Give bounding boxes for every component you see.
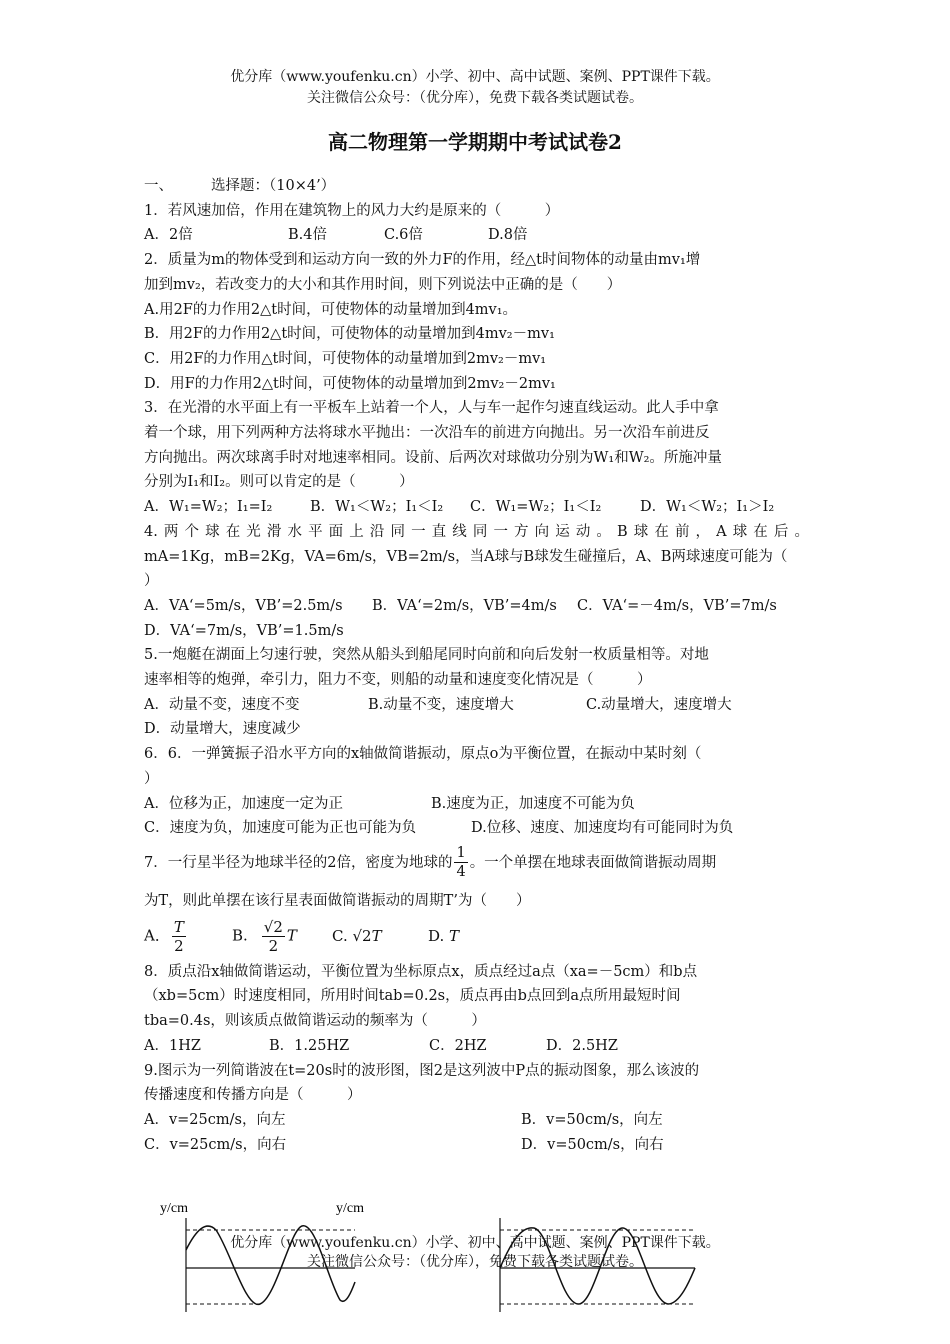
footer-line-2: 关注微信公众号：（优分库），免费下载各类试题试卷。: [307, 1254, 643, 1270]
q4-option-d: D．VA‘=7m/s，VB’=1.5m/s: [144, 622, 344, 639]
q3-options: [144, 495, 809, 520]
q5-line-1: 5.一炮艇在湖面上匀速行驶，突然从船头到船尾同时向前和向后发射一枚质量相等。对地: [144, 647, 709, 664]
q2-option-d: D．用F的力作用2△t时间，可使物体的动量增加到2mv₂－2mv₁: [144, 375, 556, 392]
q7-line-1: [144, 841, 809, 885]
q3-line-3: 方向抛出。两次球离手时对地速率相同。设前、后两次对球做功分别为W₁和W₂。所施冲量: [144, 449, 722, 466]
q3-option-a: A．W₁=W₂；I₁=I₂: [144, 499, 273, 516]
q2-option-b: B．用2F的力作用2△t时间，可使物体的动量增加到4mv₂－mv₁: [144, 326, 555, 343]
q4-option-c: C．VA‘=－4m/s，VB’=7m/s: [577, 597, 777, 614]
q1-option-c: C.6倍: [384, 227, 423, 244]
q9-options-ab: [144, 1108, 809, 1133]
fraction-numerator: 1: [456, 845, 466, 862]
q7-option-d: D. T: [428, 927, 460, 946]
q1-stem: 1．若风速加倍，作用在建筑物上的风力大约是原来的（ ）: [144, 202, 560, 219]
q3-line-4: 分别为I₁和I₂。则可以肯定的是（ ）: [144, 474, 414, 491]
q1-options: [144, 223, 809, 248]
q8-option-c: C．2HZ: [429, 1037, 487, 1054]
q9-option-a: A．v=25cm/s，向左: [144, 1111, 286, 1128]
header-line-2: 关注微信公众号：（优分库），免费下载各类试题试卷。: [307, 90, 643, 106]
q9-option-d: D．v=50cm/s，向右: [521, 1136, 664, 1153]
q3-line-1: 3．在光滑的水平面上有一平板车上站着一个人，人与车一起作匀速直线运动。此人手中拿: [144, 400, 719, 417]
page-title: 高二物理第一学期期中考试试卷2: [328, 130, 622, 154]
fraction-denominator: 4: [456, 864, 466, 881]
q1-option-a: A．2倍: [144, 227, 193, 244]
q3-option-b: B．W₁＜W₂；I₁＜I₂: [310, 499, 444, 516]
q9-line-2: 传播速度和传播方向是（ ）: [144, 1087, 362, 1104]
q4-option-b: B．VA‘=2m/s，VB’=4m/s: [372, 597, 557, 614]
q2-line-2: 加到mv₂，若改变力的大小和其作用时间，则下列说法中正确的是（ ）: [144, 276, 622, 293]
q6-option-b: B.速度为正，加速度不可能为负: [431, 795, 635, 812]
graph2-y-label: y/cm: [336, 1201, 364, 1216]
q7-line-2: 为T，则此单摆在该行星表面做简谐振动的周期T’为（ ）: [144, 892, 531, 909]
q6-option-a: A．位移为正，加速度一定为正: [144, 795, 343, 812]
q6-options-cd: [144, 816, 809, 841]
q6-options-ab: [144, 792, 809, 817]
q2-option-a: A.用2F的力作用2△t时间，可使物体的动量增加到4mv₁。: [144, 301, 518, 318]
q5-option-c: C.动量增大，速度增大: [586, 696, 732, 713]
q9-option-c: C．v=25cm/s，向右: [144, 1136, 287, 1153]
footer-line-1: 优分库（www.youfenku.cn）小学、初中、高中试题、案例、PPT课件下载。: [230, 1235, 720, 1251]
q4-line-2: mA=1Kg，mB=2Kg，VA=6m/s，VB=2m/s，当A球与B球发生碰撞后，A、B两球速度可能为（: [144, 548, 788, 565]
header-line-1: 优分库（www.youfenku.cn）小学、初中、高中试题、案例、PPT课件下载。: [230, 69, 720, 85]
q9-line-1: 9.图示为一列简谐波在t=20s时的波形图，图2是这列波中P点的振动图象，那么该波的: [144, 1062, 700, 1079]
q7-text-post: 。一个单摆在地球表面做简谐振动周期: [469, 854, 717, 871]
q8-line-2: （xb=5cm）时速度相同，所用时间tab=0.2s，质点再由b点回到a点所用最短时间: [144, 988, 681, 1005]
q2-option-c: C．用2F的力作用△t时间，可使物体的动量增加到2mv₂－mv₁: [144, 350, 547, 367]
q6-option-d: D.位移、速度、加速度均有可能同时为负: [471, 820, 734, 837]
q7-fraction: [454, 844, 467, 881]
q7-option-c: C. √2T: [332, 927, 382, 946]
q8-option-a: A．1HZ: [144, 1037, 201, 1054]
q3-option-c: C．W₁=W₂；I₁＜I₂: [470, 499, 602, 516]
q7-option-a: A． $\frac{T}{2}$: [144, 918, 184, 956]
graph1-y-label: y/cm: [160, 1201, 188, 1216]
q5-option-d: D．动量增大，速度减少: [144, 721, 301, 738]
q4-option-a: A．VA‘=5m/s，VB’=2.5m/s: [144, 597, 343, 614]
q4-options: [144, 594, 809, 619]
q5-option-b: B.动量不变，速度增大: [368, 696, 514, 713]
q1-option-b: B.4倍: [288, 227, 327, 244]
section-text: 选择题：（10×4’）: [211, 178, 336, 194]
q1-option-d: D.8倍: [488, 227, 528, 244]
q7-option-b: B. $\frac{√2}{2}$ T: [232, 918, 297, 956]
section-heading: [144, 174, 809, 199]
q5-options: [144, 693, 809, 718]
q3-line-2: 着一个球，用下列两种方法将球水平抛出：一次沿车的前进方向抛出。另一次沿车前进反: [144, 425, 710, 442]
q6-line-2: ）: [144, 770, 159, 787]
q8-line-1: 8．质点沿x轴做简谐运动，平衡位置为坐标原点x，质点经过a点（xa=－5cm）和b点: [144, 963, 698, 980]
q6-line-1: 6．6．一弹簧振子沿水平方向的x轴做简谐振动，原点o为平衡位置，在振动中某时刻（: [144, 746, 702, 763]
q9-option-b: B．v=50cm/s，向左: [521, 1111, 663, 1128]
q5-line-2: 速率相等的炮弹，牵引力，阻力不变，则船的动量和速度变化情况是（ ）: [144, 672, 652, 689]
q3-option-d: D．W₁＜W₂；I₁＞I₂: [640, 499, 775, 516]
question-body: [144, 174, 809, 1157]
q9-options-cd: [144, 1133, 809, 1158]
q6-option-c: C．速度为负，加速度可能为正也可能为负: [144, 820, 417, 837]
q5-option-a: A．动量不变，速度不变: [144, 696, 300, 713]
q8-option-d: D．2.5HZ: [546, 1037, 618, 1054]
q7-options: [144, 914, 809, 960]
section-number: 一、: [144, 178, 173, 194]
q4-line-3: ）: [144, 573, 159, 590]
q4-line-1: 4.两个球在光滑水平面上沿同一直线同一方向运动。B球在前，A球在后。: [144, 523, 809, 540]
q8-option-b: B．1.25HZ: [269, 1037, 350, 1054]
q7-text-pre: 7．一行星半径为地球半径的2倍，密度为地球的: [144, 854, 453, 871]
q2-line-1: 2．质量为m的物体受到和运动方向一致的外力F的作用，经△t时间物体的动量由mv₁增: [144, 252, 701, 269]
q8-line-3: tba=0.4s，则该质点做简谐运动的频率为（ ）: [144, 1013, 486, 1030]
q8-options: [144, 1034, 809, 1059]
